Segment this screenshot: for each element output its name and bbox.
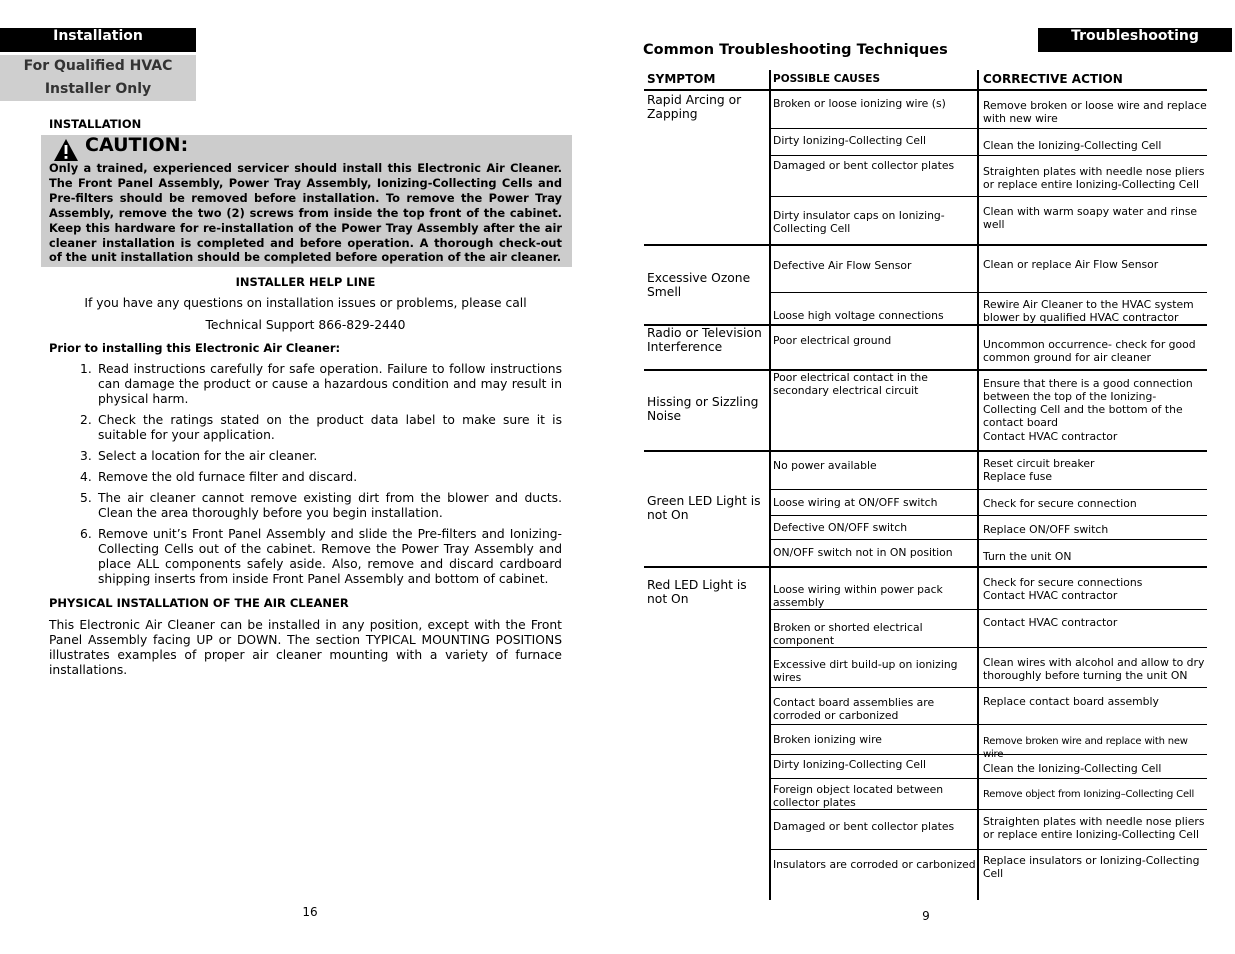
action-cell: Remove object from Ionizing–Collecting Cell — [983, 789, 1195, 800]
action-cell: Remove broken or loose wire and replace with new wire — [983, 99, 1207, 125]
cause-cell: Contact board assemblies are corroded or carbonized — [773, 696, 935, 722]
row-divider — [770, 292, 1207, 293]
action-cell: Remove broken wire and replace with new wire — [983, 736, 1188, 760]
cause-cell: Damaged or bent collector plates — [773, 159, 955, 172]
header-corrective-action: CORRECTIVE ACTION — [983, 72, 1123, 86]
cause-cell: Insulators are corroded or carbonized — [773, 858, 976, 871]
section-tab-troubleshooting: Troubleshooting — [1038, 28, 1232, 52]
step-text: Remove the old furnace filter and discard. — [98, 470, 358, 484]
column-divider — [977, 70, 979, 900]
action-cell: Ensure that there is a good connection between the top of the Ionizing-Collecting Cell and the bottom of the contact board — [983, 377, 1193, 429]
row-divider — [770, 489, 1207, 490]
column-divider — [769, 70, 771, 900]
action-cell: Clean with warm soapy water and rinse well — [983, 205, 1198, 231]
cause-cell: Dirty insulator caps on Ionizing-Collecting Cell — [773, 209, 945, 235]
symptom-cell: Green LED Light is not On — [647, 494, 761, 522]
action-cell: Check for secure connections — [983, 576, 1143, 589]
list-item — [75, 491, 562, 521]
row-divider — [770, 849, 1207, 850]
action-cell: Replace ON/OFF switch — [983, 523, 1109, 536]
row-divider — [770, 128, 1207, 129]
cause-cell: Defective ON/OFF switch — [773, 521, 908, 534]
action-cell: Clean or replace Air Flow Sensor — [983, 258, 1159, 271]
cause-cell: Loose high voltage connections — [773, 309, 944, 322]
install-steps-list — [75, 362, 562, 593]
banner-line-1: For Qualified HVAC — [23, 58, 173, 74]
page-number: 16 — [302, 905, 318, 919]
installation-heading: INSTALLATION — [49, 117, 142, 131]
banner-line-2: Installer Only — [44, 81, 152, 97]
step-number: 4. — [80, 470, 92, 484]
page-title: Common Troubleshooting Techniques — [643, 42, 948, 58]
cause-cell: ON/OFF switch not in ON position — [773, 546, 953, 559]
step-text: Read instructions carefully for safe operation. Failure to follow instructions can damage the product or cause a hazardous condition and may result in physical harm. — [98, 362, 562, 406]
list-item — [75, 362, 562, 407]
action-cell: Straighten plates with needle nose pliers or replace entire Ionizing-Collecting Cell — [983, 815, 1205, 841]
cause-cell: Dirty Ionizing-Collecting Cell — [773, 134, 926, 147]
row-divider — [770, 778, 1207, 779]
action-cell: Contact HVAC contractor — [983, 589, 1118, 602]
action-cell: Contact HVAC contractor — [983, 616, 1118, 629]
cause-cell: Poor electrical contact in the secondary electrical circuit — [773, 371, 928, 397]
row-divider — [770, 724, 1207, 725]
step-number: 6. — [80, 527, 92, 541]
row-divider — [644, 450, 1207, 452]
action-cell: Replace fuse — [983, 470, 1053, 483]
caution-title: CAUTION: — [85, 134, 189, 156]
list-item — [75, 470, 562, 485]
action-cell: Straighten plates with needle nose pliers or replace entire Ionizing-Collecting Cell — [983, 165, 1205, 191]
symptom-cell: Red LED Light is not On — [647, 578, 747, 606]
caution-box — [41, 135, 572, 267]
header-symptom: SYMPTOM — [647, 72, 716, 86]
cause-cell: Broken or loose ionizing wire (s) — [773, 97, 946, 110]
action-cell: Rewire Air Cleaner to the HVAC system blower by qualified HVAC contractor — [983, 298, 1194, 324]
symptom-cell: Hissing or Sizzling Noise — [647, 395, 759, 423]
action-cell: Clean the Ionizing-Collecting Cell — [983, 139, 1162, 152]
page-number: 9 — [922, 909, 930, 923]
action-cell: Turn the unit ON — [983, 550, 1072, 563]
step-number: 1. — [80, 362, 92, 376]
step-text: Check the ratings stated on the product data label to make sure it is suitable for your application. — [98, 413, 562, 442]
list-item — [75, 449, 562, 464]
row-divider — [770, 609, 1207, 610]
row-divider — [644, 244, 1207, 246]
warning-triangle-icon — [53, 138, 79, 162]
row-divider — [644, 566, 1207, 568]
action-cell: Reset circuit breaker — [983, 457, 1095, 470]
cause-cell: Loose wiring at ON/OFF switch — [773, 496, 938, 509]
cause-cell: No power available — [773, 459, 877, 472]
step-text: The air cleaner cannot remove existing dirt from the blower and ducts. Clean the area thoroughly before you begin installation. — [98, 491, 562, 520]
cause-cell: Defective Air Flow Sensor — [773, 259, 912, 272]
list-item — [75, 413, 562, 443]
helpline-phone: Technical Support 866-829-2440 — [205, 318, 406, 332]
cause-cell: Foreign object located between collector plates — [773, 783, 944, 809]
row-divider — [770, 515, 1207, 516]
row-divider — [770, 155, 1207, 156]
list-item — [75, 527, 562, 587]
row-divider — [770, 687, 1207, 688]
step-number: 3. — [80, 449, 92, 463]
symptom-cell: Rapid Arcing or Zapping — [647, 93, 742, 121]
prior-install-heading: Prior to installing this Electronic Air Cleaner: — [49, 341, 341, 355]
cause-cell: Broken or shorted electrical component — [773, 621, 923, 647]
row-divider — [770, 196, 1207, 197]
symptom-cell: Radio or Television Interference — [647, 326, 762, 354]
physical-installation-text: This Electronic Air Cleaner can be installed in any position, except with the Front Panel Assembly facing UP or DOWN. The section TYPICAL MOUNTING POSITIONS illustrates examples of proper air cleaner mounting with a variety of furnace installations. — [49, 618, 562, 677]
row-divider — [770, 539, 1207, 540]
row-divider — [770, 647, 1207, 648]
helpline-text: If you have any questions on installation issues or problems, please call — [84, 296, 527, 310]
step-number: 5. — [80, 491, 92, 505]
cause-cell: Damaged or bent collector plates — [773, 820, 955, 833]
cause-cell: Dirty Ionizing-Collecting Cell — [773, 758, 926, 771]
step-text: Select a location for the air cleaner. — [98, 449, 318, 463]
action-cell: Check for secure connection — [983, 497, 1137, 510]
cause-cell: Excessive dirt build-up on ionizing wires — [773, 658, 958, 684]
action-cell: Replace insulators or Ionizing-Collecting Cell — [983, 854, 1200, 880]
step-number: 2. — [80, 413, 92, 427]
action-cell: Clean the Ionizing-Collecting Cell — [983, 762, 1162, 775]
header-possible-causes: POSSIBLE CAUSES — [773, 73, 881, 85]
cause-cell: Poor electrical ground — [773, 334, 892, 347]
caution-text: Only a trained, experienced servicer should install this Electronic Air Cleaner. The Front Panel Assembly, Power Tray Assembly, Ionizing-Collecting Cells and Pre-filters should be removed before installation. To remove the Power Tray Assembly, remove the two (2) screws from inside the top front of the cabinet. Keep this hardware for re-installation of the Power Tray Assembly after the air cleaner installation is completed and before operation. A thorough check-out of the unit installation should be completed before operation of the air cleaner. — [49, 161, 562, 265]
step-text: Remove unit’s Front Panel Assembly and slide the Pre-filters and Ionizing-Collecting Cells out of the cabinet. Remove the Power Tray Assembly and place ALL components safely aside. Also, remove and discard cardboard shipping inserts from inside Front Panel Assembly and bottom of cabinet. — [98, 527, 562, 586]
helpline-heading: INSTALLER HELP LINE — [235, 275, 376, 289]
action-cell: Contact HVAC contractor — [983, 430, 1118, 443]
row-divider — [644, 89, 1207, 91]
section-tab-installation: Installation — [0, 28, 196, 52]
action-cell: Clean wires with alcohol and allow to dry thoroughly before turning the unit ON — [983, 656, 1205, 682]
physical-installation-heading: PHYSICAL INSTALLATION OF THE AIR CLEANER — [49, 596, 349, 610]
qualified-installer-banner — [0, 55, 196, 101]
cause-cell: Loose wiring within power pack assembly — [773, 583, 943, 609]
row-divider — [770, 809, 1207, 810]
action-cell: Replace contact board assembly — [983, 695, 1159, 708]
symptom-cell: Excessive Ozone Smell — [647, 271, 751, 299]
action-cell: Uncommon occurrence- check for good common ground for air cleaner — [983, 338, 1196, 364]
cause-cell: Broken ionizing wire — [773, 733, 882, 746]
